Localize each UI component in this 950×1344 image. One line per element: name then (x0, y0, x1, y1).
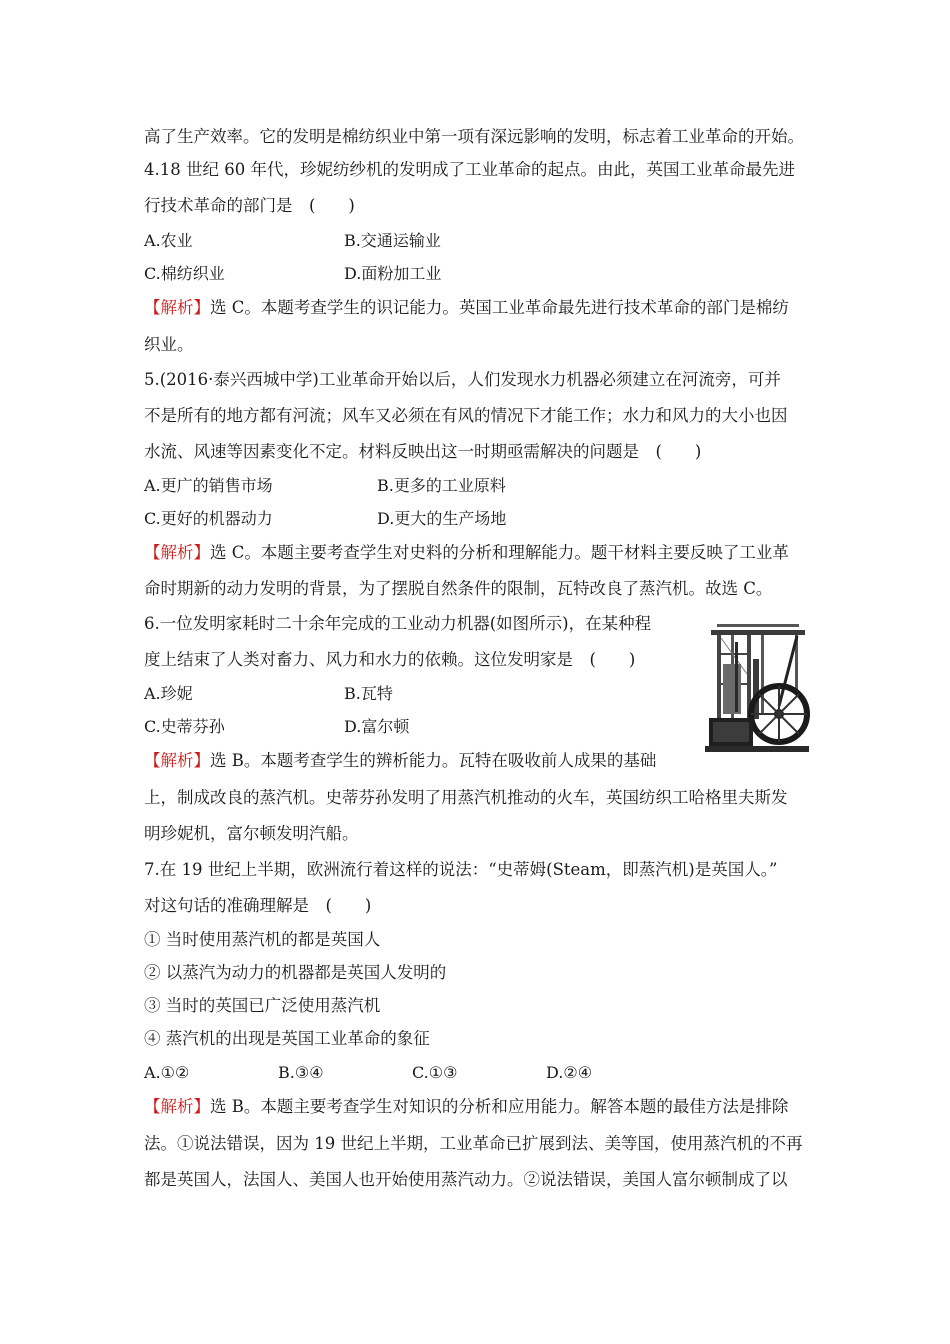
question-7-option-c: C.①③ (412, 1063, 458, 1082)
answer-explanation: 上，制成改良的蒸汽机。史蒂芬孙发明了用蒸汽机推动的火车，英国纺织工哈格里夫斯发 (144, 788, 788, 807)
answer-explanation: 命时期新的动力发明的背景，为了摆脱自然条件的限制，瓦特改良了蒸汽机。故选 C。 (144, 579, 773, 598)
answer-text: 选 B。本题主要考查学生对知识的分析和应用能力。解答本题的最佳方法是排除 (210, 1097, 789, 1116)
answer-explanation (144, 543, 789, 563)
steam-engine-icon (703, 614, 811, 760)
question-6-option-c: C.史蒂芬孙 (144, 717, 225, 736)
question-7-item: ② 以蒸汽为动力的机器都是英国人发明的 (144, 963, 447, 982)
question-5-option-c: C.更好的机器动力 (144, 509, 273, 528)
answer-text: 选 C。本题主要考查学生对史料的分析和理解能力。题干材料主要反映了工业革 (210, 543, 789, 562)
answer-explanation: 织业。 (144, 335, 194, 354)
question-7-item: ① 当时使用蒸汽机的都是英国人 (144, 930, 381, 949)
answer-explanation: 明珍妮机，富尔顿发明汽船。 (144, 824, 359, 843)
question-5-option-d: D.更大的生产场地 (377, 509, 507, 528)
question-7-option-a: A.①② (144, 1063, 190, 1082)
question-4-option-d: D.面粉加工业 (344, 264, 442, 283)
question-4-option-b: B.交通运输业 (344, 231, 441, 250)
question-6-option-a: A.珍妮 (144, 684, 193, 703)
answer-explanation (144, 1097, 788, 1117)
question-6-stem: 6.一位发明家耗时二十余年完成的工业动力机器(如图所示)，在某种程 (144, 614, 652, 633)
question-7-item: ④ 蒸汽机的出现是英国工业革命的象征 (144, 1029, 430, 1048)
question-6-option-d: D.富尔顿 (344, 717, 410, 736)
answer-tag: 【解析】 (144, 543, 210, 562)
answer-explanation (144, 298, 789, 318)
text-line: 高了生产效率。它的发明是棉纺织业中第一项有深远影响的发明，标志着工业革命的开始。 (144, 127, 804, 146)
question-4-stem: 行技术革命的部门是 ( ) (144, 196, 355, 215)
question-6-stem: 度上结束了人类对畜力、风力和水力的依赖。这位发明家是 ( ) (144, 650, 636, 669)
answer-tag: 【解析】 (144, 751, 210, 770)
answer-tag: 【解析】 (144, 1097, 210, 1116)
question-7-stem: 对这句话的准确理解是 ( ) (144, 896, 372, 915)
answer-explanation (144, 751, 656, 771)
question-7-option-b: B.③④ (278, 1063, 324, 1082)
answer-explanation: 都是英国人，法国人、美国人也开始使用蒸汽动力。②说法错误，美国人富尔顿制成了以 (144, 1170, 788, 1189)
question-5-stem: 水流、风速等因素变化不定。材料反映出这一时期亟需解决的问题是 ( ) (144, 442, 702, 461)
question-7-option-d: D.②④ (546, 1063, 593, 1082)
answer-tag: 【解析】 (144, 298, 210, 317)
answer-explanation: 法。①说法错误，因为 19 世纪上半期，工业革命已扩展到法、美等国，使用蒸汽机的不再 (144, 1134, 803, 1153)
question-5-stem: 不是所有的地方都有河流；风车又必须在有风的情况下才能工作；水力和风力的大小也因 (144, 406, 788, 425)
steam-engine-illustration (703, 614, 811, 760)
question-7-item: ③ 当时的英国已广泛使用蒸汽机 (144, 996, 381, 1015)
question-6-option-b: B.瓦特 (344, 684, 393, 703)
answer-text: 选 C。本题考查学生的识记能力。英国工业革命最先进行技术革命的部门是棉纺 (210, 298, 789, 317)
question-4-option-c: C.棉纺织业 (144, 264, 225, 283)
question-4-option-a: A.农业 (144, 231, 193, 250)
question-5-option-a: A.更广的销售市场 (144, 476, 273, 495)
question-4-stem: 4.18 世纪 60 年代，珍妮纺纱机的发明成了工业革命的起点。由此，英国工业革命最先进 (144, 160, 795, 179)
answer-text: 选 B。本题考查学生的辨析能力。瓦特在吸收前人成果的基础 (210, 751, 657, 770)
question-7-stem: 7.在 19 世纪上半期，欧洲流行着这样的说法：“史蒂姆(Steam，即蒸汽机)是英国人。” (144, 860, 778, 879)
question-5-option-b: B.更多的工业原料 (377, 476, 506, 495)
question-5-stem: 5.(2016·泰兴西城中学)工业革命开始以后，人们发现水力机器必须建立在河流旁，可并 (144, 370, 781, 389)
